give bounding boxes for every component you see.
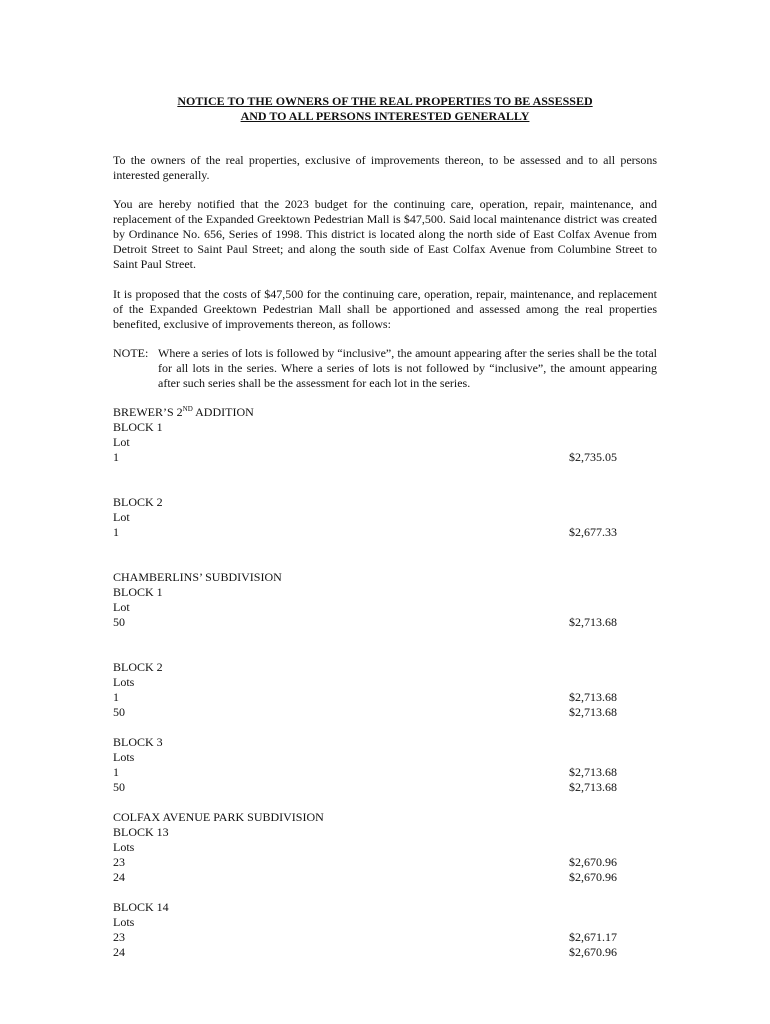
lot-row <box>113 450 617 465</box>
lot-number: 23 <box>113 855 125 869</box>
block-heading: BLOCK 1 <box>113 420 163 434</box>
lot-row <box>113 705 617 720</box>
lot-row <box>113 945 617 960</box>
block-heading: BLOCK 2 <box>113 660 163 674</box>
assessment-listing <box>113 405 617 960</box>
lot-number: 1 <box>113 765 119 779</box>
lot-row <box>113 690 617 705</box>
lot-amount: $2,670.96 <box>569 945 617 959</box>
lot-header: Lots <box>113 675 135 689</box>
subdivision-heading: BREWER’S 2ND ADDITION <box>113 405 254 419</box>
lot-number: 1 <box>113 525 119 539</box>
title-line-1: NOTICE TO THE OWNERS OF THE REAL PROPERTIES TO BE ASSESSED <box>177 94 593 108</box>
note-text: Where a series of lots is followed by “inclusive”, the amount appearing after the series shall be the total for all lots in the series. Where a series of lots is not followed by “inclusive”, the amount appearing after such series shall be the assessment for each lot in the series. <box>158 346 657 390</box>
lot-amount: $2,713.68 <box>569 705 617 719</box>
lot-row <box>113 855 617 870</box>
subdivision-heading: CHAMBERLINS’ SUBDIVISION <box>113 570 282 584</box>
lot-amount: $2,713.68 <box>569 765 617 779</box>
subdivision-heading: COLFAX AVENUE PARK SUBDIVISION <box>113 810 324 824</box>
lot-header: Lot <box>113 435 130 449</box>
lot-row <box>113 870 617 885</box>
lot-amount: $2,670.96 <box>569 870 617 884</box>
block-heading: BLOCK 1 <box>113 585 163 599</box>
lot-amount: $2,670.96 <box>569 855 617 869</box>
lot-number: 1 <box>113 690 119 704</box>
lot-number: 50 <box>113 615 125 629</box>
lot-number: 50 <box>113 780 125 794</box>
lot-amount: $2,713.68 <box>569 615 617 629</box>
note-label: NOTE: <box>113 346 149 360</box>
lot-amount: $2,713.68 <box>569 690 617 704</box>
lot-header: Lot <box>113 600 130 614</box>
lot-number: 24 <box>113 945 125 959</box>
lot-amount: $2,677.33 <box>569 525 617 539</box>
block-heading: BLOCK 2 <box>113 495 163 509</box>
apportionment-paragraph: It is proposed that the costs of $47,500 for the continuing care, operation, repair, maintenance, and replacement of the Expanded Greektown Pedestrian Mall shall be apportioned and assessed among the real properties benefited, exclusive of improvements thereon, as follows: <box>113 287 657 331</box>
notice-title <box>0 94 770 124</box>
block-heading: BLOCK 14 <box>113 900 169 914</box>
lot-row <box>113 615 617 630</box>
lot-header: Lot <box>113 510 130 524</box>
block-heading: BLOCK 3 <box>113 735 163 749</box>
title-line-2: AND TO ALL PERSONS INTERESTED GENERALLY <box>240 109 530 123</box>
lot-row <box>113 780 617 795</box>
lot-header: Lots <box>113 750 135 764</box>
lot-number: 24 <box>113 870 125 884</box>
lot-header: Lots <box>113 840 135 854</box>
lot-row <box>113 765 617 780</box>
lot-number: 1 <box>113 450 119 464</box>
intro-paragraph: To the owners of the real properties, exclusive of improvements thereon, to be assessed and to all persons interested generally. <box>113 153 657 182</box>
lot-amount: $2,671.17 <box>569 930 617 944</box>
lot-row <box>113 930 617 945</box>
lot-header: Lots <box>113 915 135 929</box>
lot-number: 23 <box>113 930 125 944</box>
lot-amount: $2,735.05 <box>569 450 617 464</box>
lot-number: 50 <box>113 705 125 719</box>
note-block <box>113 346 657 391</box>
lot-amount: $2,713.68 <box>569 780 617 794</box>
lot-row <box>113 525 617 540</box>
budget-paragraph: You are hereby notified that the 2023 budget for the continuing care, operation, repair, maintenance, and replacement of the Expanded Greektown Pedestrian Mall is $47,500. Said local maintenance district was created by Ordinance No. 656, Series of 1998. This district is located along the north side of East Colfax Avenue from Detroit Street to Saint Paul Street; and along the south side of East Colfax Avenue from Columbine Street to Saint Paul Street. <box>113 197 657 271</box>
block-heading: BLOCK 13 <box>113 825 169 839</box>
